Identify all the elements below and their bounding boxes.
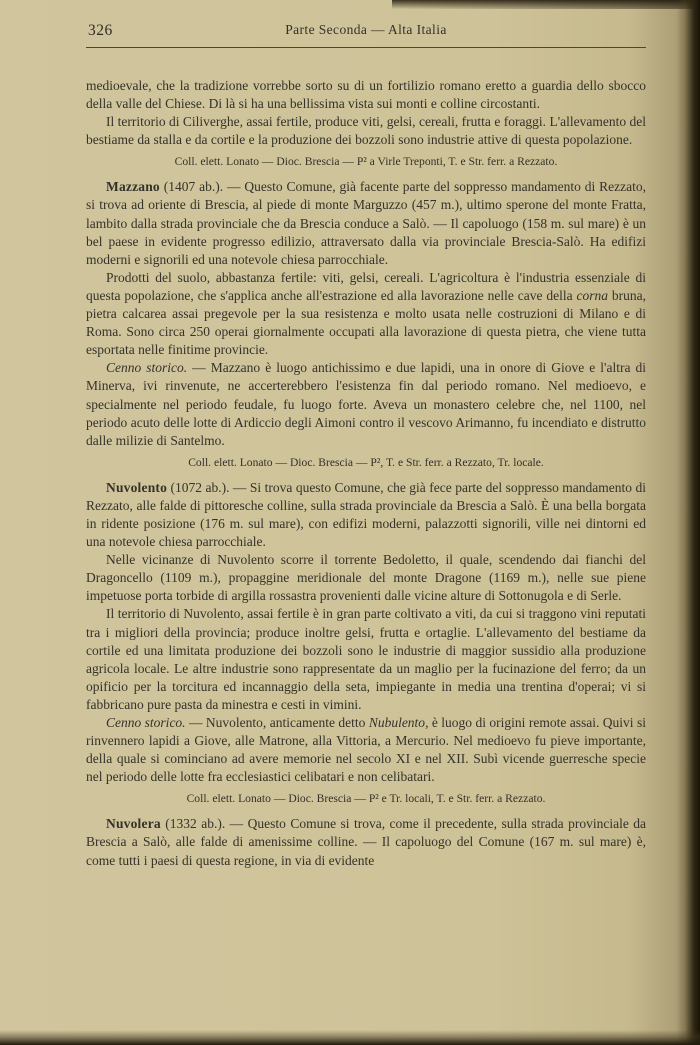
nuvolera-entry-text: (1332 ab.). — Questo Comune si trova, come il precedente, sulla strada provinciale da Brescia a Salò, alle falde di amenissime colline. — Il capoluogo del Comune (167 m. sul mare) è, come tutti i paesi di questa regione, in via di evidente [86,816,646,868]
cenno-storico-label-mazzano: Cenno storico. [106,360,188,376]
paragraph-nuvolento-history [86,714,646,786]
paragraph-nuvolento-entry [86,479,646,551]
page-number: 326 [88,22,113,39]
page-edge-shadow-top [392,0,700,9]
commune-name-nuvolento: Nuvolento [106,479,168,495]
paragraph-mazzano-history [86,359,646,449]
body-text [86,77,646,870]
paragraph-nuvolento-torrent: Nelle vicinanze di Nuvolento scorre il torrente Bedoletto, il quale, scendendo dai fianchi del Dragoncello (1109 m.), propaggine meridionale del monte Dragone (1169 m.), nelle sue piene impetuose porta torbide di argilla rossastra provenienti dalle vicine alture di Sottonugola e di Serle. [86,552,646,604]
mazzano-products-italic-term: corna [576,287,608,303]
paragraph-mazzano-products [86,269,646,359]
paragraph-continuation: medioevale, che la tradizione vorrebbe sorto su di un fortilizio romano eretto a guardia dello sbocco della valle del Chiese. Di là si ha una bellissima vista sui monti e colline circostanti. [86,78,646,112]
page-edge-shadow-bottom [0,1030,700,1045]
header-rule [86,47,646,48]
mazzano-entry-text: (1407 ab.). — Questo Comune, già facente parte del soppresso mandamento di Rezzato, si trova ad oriente di Brescia, al piede di monte Marguzzo (457 m.), ultimo sperone del monte Fratta, lambito dalla strada provinciale che da Brescia conduce a Salò. — Il capoluogo (158 m. sul mare) è un bel paese in evidente progresso edilizio, attraversato dalla via provinciale Brescia-Salò. Ha edifizi moderni e signorili ed una notevole chiesa parrocchiale. [86,179,646,267]
electoral-line-nuvolento: Coll. elett. Lonato — Dioc. Brescia — P² e Tr. locali, T. e Str. ferr. a Rezzato. [186,792,546,806]
paragraph-mazzano-entry [86,178,646,268]
commune-name-nuvolera: Nuvolera [106,816,161,832]
nuvolento-history-text-a: — Nuvolento, anticamente detto [185,715,369,730]
paragraph-ciliverghe-territory: Il territorio di Ciliverghe, assai fertile, produce viti, gelsi, cereali, frutta e foraggi. L'allevamento del bestiame da stalla e da cortile e la produzione dei bozzoli sono industrie attive di questa popolazione. [86,114,646,148]
page-content [86,22,646,870]
paragraph-nuvolento-territory: Il territorio di Nuvolento, assai fertile è in gran parte coltivato a viti, da cui si traggono vini reputati tra i migliori della provincia; produce inoltre gelsi, frutta e ortaglie. L'allevamento del bestiame da cortile ed una limitata produzione dei bozzoli sono le industrie di maggior sussidio alla produzione agricola locale. Le altre industrie sono rappresentate da un maglio per la fucinazione del ferro; da un opificio per la torcitura ed incannaggio della seta, impiegante in media una trentina d'operai; vi si fabbricano pure pasta da minestra e cesti in vimini. [86,606,646,712]
cenno-storico-label-nuvolento: Cenno storico. [106,715,186,730]
running-title: Parte Seconda — Alta Italia [285,22,447,37]
mazzano-products-text-b: bruna, pietra calcarea assai pregevole per la sua resistenza e molto usata nelle costruzioni di Milano e di Roma. Sono circa 250 operai giornalmente occupati alla lavorazione di questa pietra, che viene tutta esportata nelle finitime provincie. [86,287,646,358]
page-edge-shadow-right [676,0,700,1045]
mazzano-history-text: — Mazzano è luogo antichissimo e due lapidi, una in onore di Giove e l'altra di Minerva, ivi rinvenute, ne accerterebbero l'esistenza fin dal periodo romano. Nel medioevo, e specialmente nel periodo feudale, fu luogo forte. Aveva un monastero celebre che, nel 1100, nel periodo acuto delle lotte di Ardiccio degli Aimoni contro il vescovo Arimanno, fu incendiato e distrutto dalle milizie di Santelmo. [86,360,646,448]
electoral-line-ciliverghe: Coll. elett. Lonato — Dioc. Brescia — P² a Virle Treponti, T. e Str. ferr. a Rezzato. [174,155,558,169]
paragraph-nuvolera-entry [86,815,646,869]
mazzano-products-text-a: Prodotti del suolo, abbastanza fertile: viti, gelsi, cereali. L'agricoltura è l'industria essenziale di questa popolazione, che s'applica anche all'estrazione ed alla lavorazione nelle cave della [86,269,646,303]
commune-name-mazzano: Mazzano [106,179,160,195]
page-header [86,22,646,42]
nuvolento-entry-text: (1072 ab.). — Si trova questo Comune, che già fece parte del soppresso mandamento di Rezzato, alle falde di pittoresche colline, sulla strada provinciale da Brescia a Salò. È una bella borgata in ridente posizione (176 m. sul mare), con edifizi moderni, palazzotti signorili, ville nei dintorni ed una notevole chiesa parrocchiale. [86,479,646,550]
nuvolento-history-italic-term: Nubulento [368,715,426,730]
electoral-line-mazzano: Coll. elett. Lonato — Dioc. Brescia — P², T. e Str. ferr. a Rezzato, Tr. locale. [188,455,544,469]
nuvolento-history-text-b: , è luogo di origini remote assai. Quivi si rinvennero lapidi a Giove, alle Matrone, alla Vittoria, a Mercurio. Nel medioevo fu pieve importante, della quale si cominciano ad avere memorie nel secolo XI e nel XII. Subì vicende guerresche specie nel periodo delle lotte fra ecclesiastici celibatari e non celibatari. [86,715,646,785]
